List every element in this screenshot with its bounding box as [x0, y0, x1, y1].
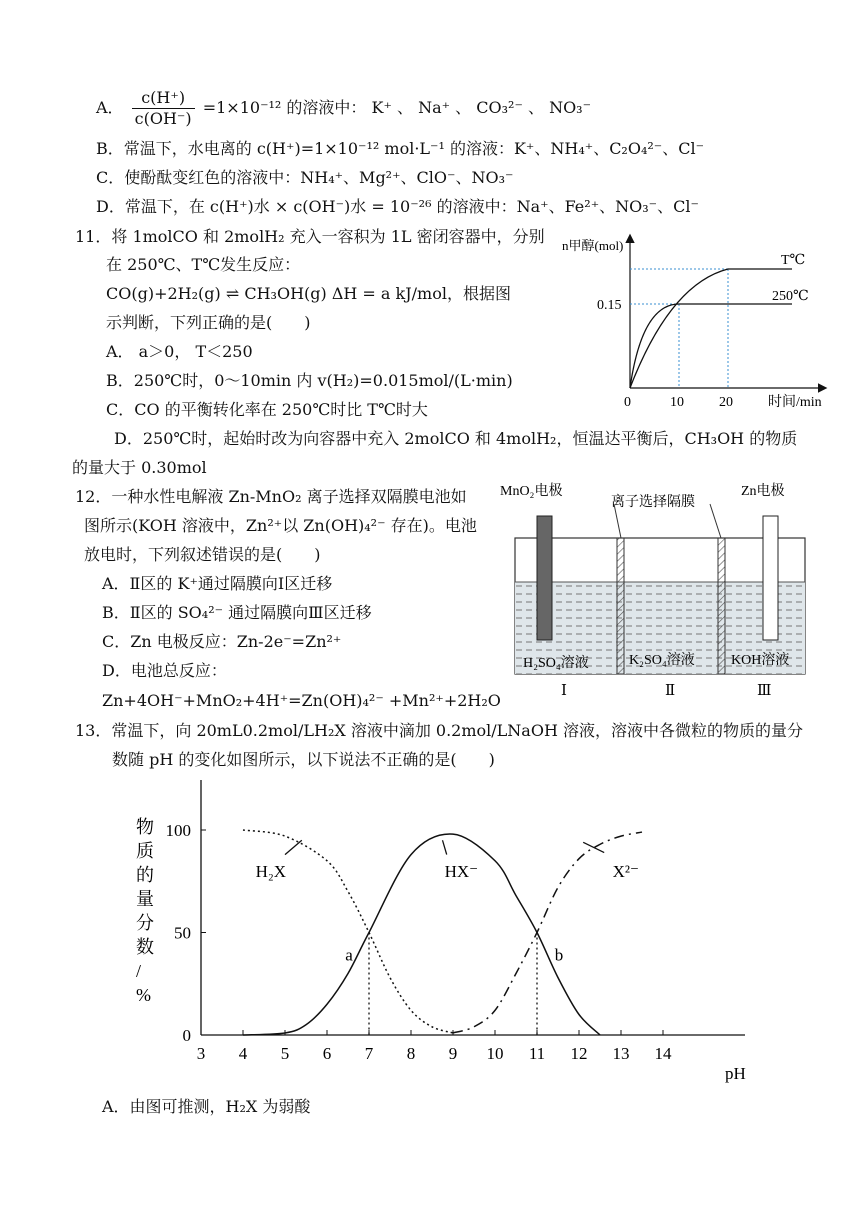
q13-option-a: A．由图可推测，H₂X 为弱酸 — [102, 1097, 311, 1116]
point-label-a: a — [345, 945, 353, 965]
curve-T — [630, 269, 792, 388]
x-tick-label: 11 — [528, 1044, 546, 1063]
q12-option-d-equation: Zn+4OH⁻+MnO₂+4H⁺=Zn(OH)₄²⁻ +Mn²⁺+2H₂O — [102, 691, 501, 710]
q10-a-denominator: c(OH⁻) — [134, 109, 192, 128]
q12-battery-diagram — [495, 478, 815, 700]
curve-250 — [630, 304, 792, 388]
x-tick-label: 10 — [486, 1044, 504, 1063]
q10-a-prefix: A． — [96, 98, 124, 117]
q13-stem-2: 数随 pH 的变化如图所示，以下说法不正确的是( ) — [112, 750, 495, 769]
x-tick-label: 9 — [448, 1044, 458, 1063]
x-tick-label: 5 — [280, 1044, 290, 1063]
q10-a-equation: =1×10⁻¹² 的溶液中： — [202, 98, 367, 117]
zone-2-label: Ⅱ — [665, 683, 676, 699]
q11-option-d-2: 的量大于 0.30mol — [72, 458, 207, 477]
q12-option-a: A．Ⅱ区的 K⁺通过隔膜向Ⅰ区迁移 — [102, 574, 333, 593]
x-tick-label: 8 — [406, 1044, 416, 1063]
y-tick-015: 0.15 — [597, 298, 622, 313]
y-tick-label: 50 — [174, 923, 191, 943]
q10-a-ions: K⁺ 、 Na⁺ 、 CO₃²⁻ 、 NO₃⁻ — [371, 98, 592, 117]
q11-option-b: B．250℃时，0～10min 内 v(H₂)=0.015mol/(L·min) — [106, 371, 513, 390]
graph-x-label: 时间/min — [768, 395, 822, 410]
series-line-hx — [243, 834, 600, 1035]
series-label-h2x: H₂X — [255, 861, 287, 881]
mno2-label: MnO₂电极 — [500, 484, 563, 499]
q10-option-b: B．常温下，水电离的 c(H⁺)=1×10⁻¹² mol·L⁻¹ 的溶液：K⁺、NH₄⁺、C₂O₄²⁻、Cl⁻ — [96, 139, 705, 158]
x-tick-label: 3 — [196, 1044, 206, 1063]
q11-methanol-graph — [560, 228, 835, 413]
q11-option-a: A． a＞0， T＜250 — [106, 342, 253, 361]
q12-stem-2: 图所示(KOH 溶液中，Zn²⁺以 Zn(OH)₄²⁻ 存在)。电池 — [84, 516, 477, 535]
membrane-right — [718, 538, 725, 674]
membrane-label: 离子选择隔膜 — [611, 495, 695, 510]
series-label-x2: X²⁻ — [612, 861, 639, 881]
q11-stem-4: 示判断，下列正确的是( ) — [106, 313, 311, 332]
q11-option-c: C．CO 的平衡转化率在 250℃时比 T℃时大 — [106, 400, 428, 419]
solution-3-label: KOH溶液 — [731, 653, 790, 668]
q10-a-fraction — [132, 88, 195, 129]
q11-stem-1: 11．将 1molCO 和 2molH₂ 充入一容积为 1L 密闭容器中，分别 — [75, 227, 545, 246]
solution-2-label: K₂SO₄溶液 — [629, 653, 695, 668]
x-tick-label: 6 — [322, 1044, 332, 1063]
x-tick-label: 7 — [364, 1044, 374, 1063]
q10-a-numerator: c(H⁺) — [132, 88, 195, 109]
curve-250-label: 250℃ — [772, 289, 809, 304]
x-tick-20: 20 — [719, 395, 733, 410]
membrane-left — [617, 538, 624, 674]
q11-equation: CO(g)+2H₂(g) ⇌ CH₃OH(g) ΔH = a kJ/mol，根据图 — [106, 284, 511, 303]
q12-stem-1: 12．一种水性电解液 Zn-MnO₂ 离子选择双隔膜电池如 — [75, 487, 467, 506]
x-tick-0: 0 — [624, 395, 631, 410]
point-label-b: b — [554, 945, 564, 965]
q10-option-c: C．使酚酞变红色的溶液中：NH₄⁺、Mg²⁺、ClO⁻、NO₃⁻ — [96, 168, 514, 187]
y-tick-label: 0 — [182, 1026, 191, 1045]
series-leader-hx — [443, 840, 447, 854]
zn-electrode — [763, 516, 778, 640]
series-leader-h2x — [285, 840, 302, 854]
q10-option-d: D．常温下，在 c(H⁺)水 × c(OH⁻)水 = 10⁻²⁶ 的溶液中：Na⁺、Fe²⁺、NO₃⁻、Cl⁻ — [96, 197, 699, 216]
q12-stem-3: 放电时，下列叙述错误的是( ) — [84, 545, 321, 564]
y-axis-label: 物质的量分数/ % — [136, 817, 154, 1005]
q12-option-b: B．Ⅱ区的 SO₄²⁻ 通过隔膜向Ⅲ区迁移 — [102, 603, 372, 622]
x-axis-label: pH — [725, 1064, 746, 1083]
graph-y-label: n甲醇(mol) — [562, 238, 624, 253]
x-tick-10: 10 — [670, 395, 684, 410]
q10-option-a — [96, 88, 591, 129]
q11-stem-2: 在 250℃、T℃发生反应： — [106, 255, 301, 274]
q13-stem-1: 13．常温下，向 20mL0.2mol/LH₂X 溶液中滴加 0.2mol/LNaOH 溶液，溶液中各微粒的物质的量分 — [75, 721, 803, 740]
x-tick-label: 4 — [238, 1044, 248, 1063]
q11-option-d-1: D．250℃时，起始时改为向容器中充入 2molCO 和 4molH₂，恒温达平衡后，CH₃OH 的物质 — [114, 429, 798, 448]
series-label-hx: HX⁻ — [444, 861, 479, 881]
x-tick-label: 12 — [570, 1044, 588, 1063]
x-tick-label: 13 — [612, 1044, 630, 1063]
curve-T-label: T℃ — [781, 253, 806, 268]
x-tick-label: 14 — [654, 1044, 672, 1063]
solution-1-label: H₂SO₄溶液 — [523, 656, 589, 671]
series-line-h2x — [243, 830, 453, 1033]
q12-option-d: D．电池总反应： — [102, 661, 227, 680]
zone-1-label: Ⅰ — [561, 683, 567, 699]
zn-label: Zn电极 — [741, 484, 785, 499]
q13-distribution-chart — [110, 775, 770, 1085]
y-tick-label: 100 — [165, 821, 191, 840]
q12-option-c: C．Zn 电极反应：Zn-2e⁻=Zn²⁺ — [102, 632, 342, 651]
mno2-electrode — [537, 516, 552, 640]
zone-3-label: Ⅲ — [757, 683, 772, 699]
